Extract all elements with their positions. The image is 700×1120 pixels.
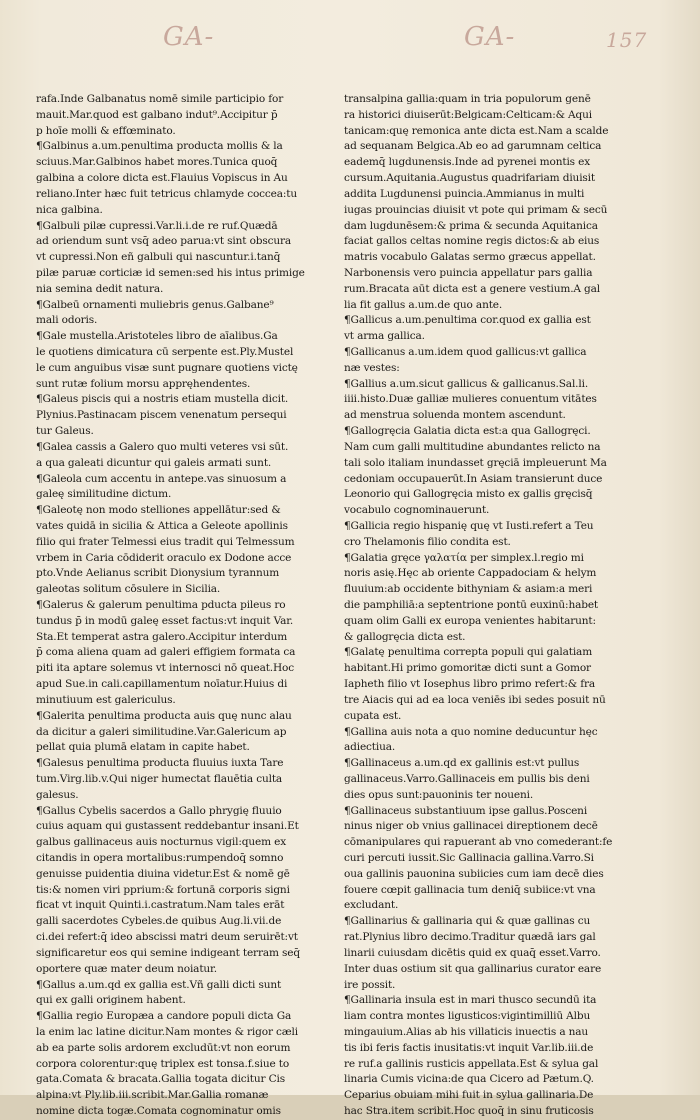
text-line: ¶Galerita penultima producta auis quę nunc alau <box>36 709 292 722</box>
text-line: næ vestes: <box>344 361 400 374</box>
text-line: fouere cœpit gallinacia tum deniq̄ subiice:vt vna <box>344 883 596 896</box>
text-line: ad menstrua soluenda montem ascendunt. <box>344 409 566 422</box>
text-line: vates quidā in sicilia & Attica a Geleote apollinis <box>36 519 288 532</box>
text-line: cuius aquam qui gustassent reddebantur insani.Et <box>36 820 299 833</box>
text-line: habitant.Hi primo gomoritæ dicti sunt a Gomor <box>344 662 591 675</box>
text-line: ninus niger ob vnius gallinacei direptionem decē <box>344 820 598 833</box>
text-line: & gallogręcia dicta est. <box>344 630 466 643</box>
text-line: ¶Gallus Cybelis sacerdos a Gallo phrygię fluuio <box>36 804 282 817</box>
text-line: ire possit. <box>344 978 396 991</box>
text-line: Ceparius obuiam mihi fuit in sylua gallinaria.De <box>344 1089 594 1102</box>
text-line: adiectiua. <box>344 741 396 754</box>
text-line: pellat quia plumā elatam in capite habet. <box>36 741 250 754</box>
text-line: matris vocabulo Galatas sermo græcus appellat. <box>344 251 596 264</box>
text-line: ad oriendum sunt vsq̄ adeo parua:vt sint obscura <box>36 235 292 248</box>
text-line: mauit.Mar.quod est galbano indut⁹.Accipitur p̄ <box>36 108 278 121</box>
text-line: significaretur eos qui semine indigeant terram seq̄ <box>36 946 300 959</box>
text-line: linarii cuiusdam dicētis quid ex quaq̄ esset.Varro. <box>344 946 601 959</box>
text-line: oua gallinis pauonina subiicies cum iam decē dies <box>344 867 604 880</box>
text-line: ¶Gallinaria insula est in mari thusco secundū ita <box>344 994 597 1007</box>
text-line: ¶Galeola cum accentu in antepe.vas sinuosum a <box>36 472 287 485</box>
text-line: gallinaceus.Varro.Gallinaceis em pullis bis deni <box>344 772 590 785</box>
text-line: sciuus.Mar.Galbinos habet mores.Tunica quoq̄ <box>36 156 278 169</box>
text-line: ¶Gallina auis nota a quo nomine deducuntur hęc <box>344 725 598 738</box>
text-line: pilæ paruæ corticiæ id semen:sed his intus primige <box>36 266 305 279</box>
text-line: faciat gallos celtas nomine regis dictos:& ab eius <box>344 235 600 248</box>
text-line: galesus. <box>36 788 79 801</box>
text-line: iiii.histo.Duæ galliæ mulieres conuentum vitātes <box>344 393 597 406</box>
text-line: cedoniam occupauerūt.In Asiam transierunt duce <box>344 472 603 485</box>
text-line: dam lugdunēsem:& prima & secunda Aquitanica <box>344 219 598 232</box>
text-line: rafa.Inde Galbanatus nomē simile participio for <box>36 93 284 105</box>
text-line: die pamphiliā:a septentrione pontū euxinū:habet <box>344 599 599 611</box>
text-line: cro Thelamonis filio condita est. <box>344 535 511 548</box>
text-line: ¶Gallinaceus substantiuum ipse gallus.Posceni <box>344 804 588 817</box>
text-line: vt arma gallica. <box>344 330 425 343</box>
text-line: le cum anguibus visæ sunt pugnare quotiens victę <box>36 361 298 374</box>
text-line: ¶Galatę penultima correpta populi qui galatiam <box>344 646 593 659</box>
text-line: p hoīe molli & effœminato. <box>36 124 176 137</box>
text-line: tis ibi feris factis inusitatis:vt inquit Var.lib.iii.de <box>344 1041 594 1054</box>
text-line: re ruf.a gallinis rusticis appellata.Est & sylua gal <box>344 1057 599 1070</box>
text-line: quam olim Galli ex europa venientes habitarunt: <box>344 614 596 627</box>
text-line: Inter duas ostium sit qua gallinarius curator eare <box>344 962 602 975</box>
text-line: hac Stra.item scribit.Hoc quoq̄ in sinu fruticosis <box>344 1105 594 1117</box>
text-line: ad sequanam Belgica.Ab eo ad garumnam celtica <box>344 140 602 153</box>
text-line: mali odoris. <box>36 314 98 327</box>
text-line: tur Galeus. <box>36 425 94 438</box>
text-line: Plynius.Pastinacam piscem venenatum persequi <box>36 409 287 422</box>
text-line: nomine dicta togæ.Comata cognominatur omis <box>36 1105 281 1117</box>
text-line: filio qui frater Telmessi eius tradit qui Telmessum <box>36 535 295 548</box>
text-line: vrbem in Caria cōdiderit oraculo ex Dodone acce <box>36 551 292 564</box>
text-line: cupata est. <box>344 709 402 722</box>
text-line: gata.Comata & bracata.Gallia togata dicitur Cis <box>36 1073 286 1086</box>
text-line: ¶Galesus penultima producta fluuius iuxta Tare <box>36 757 284 770</box>
right-text-column <box>344 92 636 1120</box>
text-line: dies opus sunt:pauoninis ter noueni. <box>344 788 534 801</box>
text-line: qui ex galli originem habent. <box>36 994 186 1007</box>
text-line: rat.Plynius libro decimo.Traditur quædā iars gal <box>344 931 596 944</box>
text-line: ¶Gallicia regio hispanię quę vt Iusti.refert a Teu <box>344 519 594 532</box>
text-line: lia fit gallus a.um.de quo ante. <box>344 298 503 311</box>
text-line: eademq̄ lugdunensis.Inde ad pyrenei montis ex <box>344 156 591 169</box>
text-line: vt cupressi.Non eñ galbuli qui nascuntur.i.tanq̄ <box>36 251 281 264</box>
text-line: ci.dei refert:q̄ ideo abscissi matri deum seruirēt:vt <box>36 931 298 944</box>
folio-number: 157 <box>606 28 648 52</box>
text-line: ¶Galbeū ornamenti muliebris genus.Galbane⁹ <box>36 298 274 311</box>
text-line: pto.Vnde Aelianus scribit Dionysium tyrannum <box>36 567 280 580</box>
text-line: nica galbina. <box>36 203 103 216</box>
text-line: Nam cum galli multitudine abundantes relicto na <box>344 440 601 453</box>
text-line: citandis in opera mortalibus:rumpendoq̄ somno <box>36 852 284 864</box>
text-line: ¶Galatia gręce γαλατία per simplex.l.regio mi <box>344 551 584 564</box>
text-line: transalpina gallia:quam in tria populorum genē <box>344 93 591 105</box>
text-line: ¶Gallogręcia Galatia dicta est:a qua Gallogręci. <box>344 425 591 438</box>
text-line: minutiuum est galericulus. <box>36 693 176 706</box>
text-line: tali solo italiam inundasset gręciā impleuerunt Ma <box>344 456 607 469</box>
text-line: genuisse puidentia diuina videtur.Est & nomē gē <box>36 867 290 880</box>
text-line: excludant. <box>344 899 399 912</box>
text-line: vocabulo cognominauerunt. <box>344 504 490 517</box>
text-line: da dicitur a galeri similitudine.Var.Galericum ap <box>36 725 287 738</box>
text-line: tanicam:quę remonica ante dicta est.Nam a scalde <box>344 124 609 137</box>
text-line: la enim lac latine dicitur.Nam montes & rigor cæli <box>36 1025 299 1038</box>
text-line: galbus gallinaceus auis nocturnus vigil:quem ex <box>36 836 287 849</box>
text-line: tre Aiacis qui ad ea loca veniēs ibi sedes posuit nū <box>344 693 606 706</box>
text-line: ¶Galea cassis a Galero quo multi veteres vsi sūt. <box>36 440 289 453</box>
text-line: ab ea parte solis ardorem excludūt:vt non eorum <box>36 1041 291 1054</box>
text-line: galli sacerdotes Cybeles.de quibus Aug.li.vii.de <box>36 915 282 928</box>
text-line: tundus p̄ in modū galeę esset factus:vt inquit Var. <box>36 614 294 627</box>
text-line: ¶Gale mustella.Aristoteles libro de aīalibus.Ga <box>36 330 278 343</box>
text-line: ¶Galbinus a.um.penultima producta mollis & la <box>36 140 283 153</box>
running-header-right: GA- <box>464 22 516 52</box>
text-line: alpina:vt Ply.lib.iii.scribit.Mar.Gallia romanæ <box>36 1089 269 1102</box>
text-line: ¶Gallicanus a.um.idem quod gallicus:vt gallica <box>344 346 587 358</box>
text-line: fluuium:ab occidente bithyniam & asiam:a meri <box>344 583 593 596</box>
text-line: Narbonensis vero puincia appellatur pars gallia <box>344 266 593 279</box>
text-line: curi percuti iussit.Sic Gallinacia gallina.Varro.Si <box>344 852 594 864</box>
text-line: galeotas solitum cōsulere in Sicilia. <box>36 583 221 596</box>
text-line: corpora colorentur:quę triplex est tonsa.f.siue to <box>36 1057 290 1070</box>
text-line: iugas prouincias diuisit vt pote qui primam & secū <box>344 203 608 216</box>
running-header-left: GA- <box>163 22 215 52</box>
text-line: Leonorio qui Gallogręcia misto ex gallis gręcisq̄ <box>344 488 593 501</box>
text-line: a qua galeati dicuntur qui galeis armati sunt. <box>36 456 272 469</box>
text-line: tis:& nomen viri pprium:& fortunā corporis signi <box>36 883 290 896</box>
text-line: ¶Gallia regio Europæa a candore populi dicta Ga <box>36 1010 292 1023</box>
text-line: cursum.Aquitania.Augustus quadrifariam diuisit <box>344 172 595 185</box>
text-line: apud Sue.in cali.capillamentum noīatur.Huius di <box>36 678 288 691</box>
text-line: ¶Gallus a.um.qd ex gallia est.Vñ galli dicti sunt <box>36 978 282 991</box>
text-line: Iapheth filio vt Iosephus libro primo refert:& fra <box>344 678 596 691</box>
text-line: galbina a colore dicta est.Flauius Vopiscus in Au <box>36 172 288 185</box>
text-line: ¶Gallinarius & gallinaria qui & quæ gallinas cu <box>344 915 591 928</box>
text-line: oportere quæ mater deum noiatur. <box>36 962 217 975</box>
text-line: mingauium.Alias ab his villaticis inuectis a nau <box>344 1025 589 1038</box>
text-line: galeę similitudine dictum. <box>36 488 172 501</box>
text-line: piti ita aptare solemus vt internosci nō queat.Hoc <box>36 662 295 675</box>
text-line: ¶Galeus piscis qui a nostris etiam mustella dicit. <box>36 393 289 406</box>
text-line: noris asię.Hęc ab oriente Cappadociam & helym <box>344 567 597 580</box>
text-line: linaria Cumis vicina:de qua Cicero ad Pætum.Q. <box>344 1073 594 1086</box>
text-line: ra historici diuiserūt:Belgicam:Celticam:& Aqui <box>344 108 592 121</box>
text-line: p̄ coma aliena quam ad galeri effigiem formata ca <box>36 646 296 659</box>
text-line: rum.Bracata aūt dicta est a genere vestium.A gal <box>344 282 601 295</box>
text-line: liam contra montes ligusticos:vigintimilliū Albu <box>344 1010 591 1023</box>
text-line: ¶Galerus & galerum penultima pducta pileus ro <box>36 599 286 611</box>
text-line: nia semina dedit natura. <box>36 282 164 295</box>
text-line: sunt rutæ folium morsu appręhendentes. <box>36 377 251 390</box>
text-line: le quotiens dimicatura cū serpente est.Ply.Mustel <box>36 346 294 358</box>
text-line: tum.Virg.lib.v.Qui niger humectat flauētia culta <box>36 772 283 785</box>
text-line: reliano.Inter hæc fuit tetricus chlamyde coccea:tu <box>36 187 298 200</box>
left-text-column <box>36 92 328 1120</box>
text-line: cōmanipulares qui rapuerant ab vno comederant:fe <box>344 836 613 849</box>
text-line: Sta.Et temperat astra galero.Accipitur interdum <box>36 630 288 643</box>
text-line: ¶Gallinaceus a.um.qd ex gallinis est:vt pullus <box>344 757 580 770</box>
text-line: ¶Galeotę non modo stelliones appellātur:sed & <box>36 504 281 517</box>
text-line: ficat vt inquit Quinti.i.castratum.Nam tales erāt <box>36 899 285 912</box>
text-line: ¶Gallicus a.um.penultima cor.quod ex gallia est <box>344 314 591 327</box>
text-line: ¶Galbuli pilæ cupressi.Var.li.i.de re ruf.Quædā <box>36 219 278 232</box>
text-line: addita Lugdunensi puincia.Ammianus in multi <box>344 187 585 200</box>
text-line: ¶Gallius a.um.sicut gallicus & gallicanus.Sal.li. <box>344 377 589 390</box>
